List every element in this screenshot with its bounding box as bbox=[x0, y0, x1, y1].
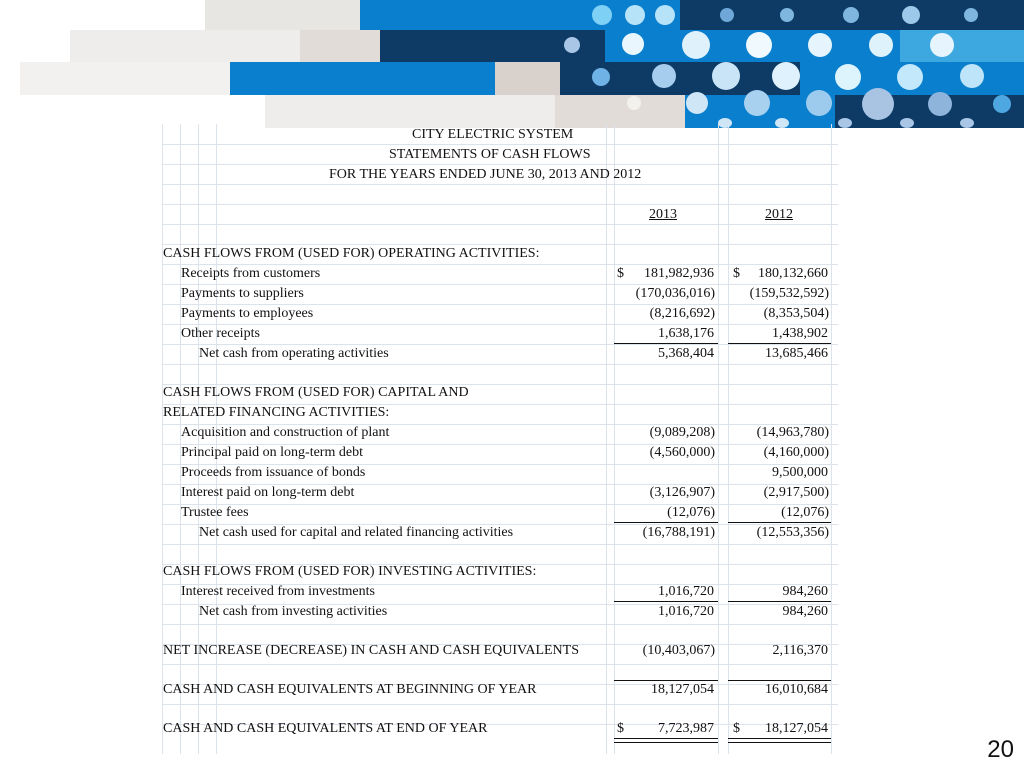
row-label: Interest paid on long-term debt bbox=[181, 485, 355, 500]
statement-title-line: STATEMENTS OF CASH FLOWS bbox=[389, 147, 591, 162]
row-label: Principal paid on long-term debt bbox=[181, 445, 363, 460]
banner-dot bbox=[780, 8, 794, 22]
value-2013: (4,560,000) bbox=[649, 445, 715, 460]
gridline bbox=[162, 704, 838, 705]
banner-dot bbox=[838, 118, 852, 128]
total-double-rule bbox=[614, 738, 718, 743]
currency-symbol: $ bbox=[733, 266, 740, 281]
value-2012: 16,010,684 bbox=[765, 682, 828, 697]
statement-title-line: FOR THE YEARS ENDED JUNE 30, 2013 AND 2012 bbox=[329, 167, 642, 182]
banner-dot bbox=[746, 32, 772, 58]
banner-dot bbox=[682, 31, 710, 59]
value-2012: 18,127,054 bbox=[765, 721, 828, 736]
banner-dot bbox=[806, 90, 832, 116]
row-label: Payments to employees bbox=[181, 306, 314, 321]
banner-dot bbox=[964, 8, 978, 22]
gridline bbox=[162, 184, 838, 185]
banner-dot bbox=[720, 8, 734, 22]
gridline bbox=[162, 324, 838, 325]
subtotal-rule bbox=[614, 522, 718, 523]
value-2013: (12,076) bbox=[667, 505, 715, 520]
subtotal-rule bbox=[614, 601, 718, 602]
value-2013: 18,127,054 bbox=[651, 682, 714, 697]
banner-band bbox=[20, 62, 230, 95]
value-2013: 7,723,987 bbox=[658, 721, 714, 736]
banner-dot bbox=[897, 64, 923, 90]
value-2013: (10,403,067) bbox=[642, 643, 715, 658]
banner-band bbox=[495, 62, 560, 95]
gridline bbox=[162, 244, 838, 245]
section-heading: CASH FLOWS FROM (USED FOR) OPERATING ACTIVITIES: bbox=[163, 246, 540, 261]
banner-dot bbox=[627, 96, 641, 110]
banner-dot bbox=[843, 7, 859, 23]
subtotal-rule bbox=[728, 601, 831, 602]
value-2012: (12,553,356) bbox=[756, 525, 829, 540]
banner-dot bbox=[712, 62, 740, 90]
banner-dot bbox=[835, 64, 861, 90]
gridline bbox=[162, 364, 838, 365]
banner-dot bbox=[993, 95, 1011, 113]
banner-dot bbox=[869, 33, 893, 57]
value-2012: (2,917,500) bbox=[763, 485, 829, 500]
value-2013: 1,016,720 bbox=[658, 584, 714, 599]
value-2012: (159,532,592) bbox=[749, 286, 829, 301]
banner-dot bbox=[930, 33, 954, 57]
gridline bbox=[162, 124, 163, 754]
row-label: NET INCREASE (DECREASE) IN CASH AND CASH EQUIVALENTS bbox=[163, 643, 579, 658]
value-2012: 1,438,902 bbox=[772, 326, 828, 341]
value-2013: (170,036,016) bbox=[635, 286, 715, 301]
gridline bbox=[162, 264, 838, 265]
value-2013: 5,368,404 bbox=[658, 346, 714, 361]
value-2012: 13,685,466 bbox=[765, 346, 828, 361]
gridline bbox=[162, 664, 838, 665]
banner-dot bbox=[564, 37, 580, 53]
value-2012: 180,132,660 bbox=[758, 266, 828, 281]
value-2012: (4,160,000) bbox=[763, 445, 829, 460]
gridline bbox=[162, 284, 838, 285]
banner-dot bbox=[900, 118, 914, 128]
gridline bbox=[162, 164, 838, 165]
cash-flow-statement bbox=[162, 124, 838, 754]
value-2013: 181,982,936 bbox=[644, 266, 714, 281]
currency-symbol: $ bbox=[617, 266, 624, 281]
row-label: CASH AND CASH EQUIVALENTS AT BEGINNING OF YEAR bbox=[163, 682, 537, 697]
total-double-rule bbox=[728, 738, 831, 743]
statement-title-line: CITY ELECTRIC SYSTEM bbox=[412, 127, 574, 142]
year-header-2012: 2012 bbox=[765, 207, 793, 222]
row-label: Other receipts bbox=[181, 326, 260, 341]
gridline bbox=[162, 624, 838, 625]
gridline bbox=[162, 144, 838, 145]
banner-band bbox=[300, 30, 380, 62]
value-2013: (16,788,191) bbox=[642, 525, 715, 540]
gridline bbox=[162, 204, 838, 205]
row-label: Payments to suppliers bbox=[181, 286, 304, 301]
gridline bbox=[162, 224, 838, 225]
value-2013: (9,089,208) bbox=[649, 425, 715, 440]
row-label: Net cash from operating activities bbox=[199, 346, 389, 361]
banner-band bbox=[205, 0, 360, 30]
gridline bbox=[831, 124, 832, 754]
value-2012: 984,260 bbox=[782, 584, 828, 599]
section-heading: CASH FLOWS FROM (USED FOR) CAPITAL AND bbox=[163, 385, 469, 400]
section-heading: CASH FLOWS FROM (USED FOR) INVESTING ACTIVITIES: bbox=[163, 564, 537, 579]
banner-dot bbox=[808, 33, 832, 57]
row-label: Proceeds from issuance of bonds bbox=[181, 465, 366, 480]
banner-dot bbox=[592, 68, 610, 86]
currency-symbol: $ bbox=[617, 721, 624, 736]
value-2012: (12,076) bbox=[781, 505, 829, 520]
value-2012: (14,963,780) bbox=[756, 425, 829, 440]
subtotal-rule bbox=[614, 680, 718, 681]
banner-dot bbox=[928, 92, 952, 116]
gridline bbox=[162, 344, 838, 345]
banner-dot bbox=[902, 6, 920, 24]
banner-band bbox=[900, 30, 1024, 62]
row-label: Interest received from investments bbox=[181, 584, 375, 599]
gridline bbox=[718, 124, 719, 754]
banner-dot bbox=[592, 5, 612, 25]
banner-dot bbox=[744, 90, 770, 116]
currency-symbol: $ bbox=[733, 721, 740, 736]
row-label: Net cash used for capital and related financing activities bbox=[199, 525, 514, 540]
banner-dot bbox=[772, 62, 800, 90]
banner-dot bbox=[862, 88, 894, 120]
gridline bbox=[162, 304, 838, 305]
value-2013: 1,638,176 bbox=[658, 326, 714, 341]
banner-dot bbox=[960, 64, 984, 88]
section-heading: RELATED FINANCING ACTIVITIES: bbox=[163, 405, 390, 420]
banner-dot bbox=[686, 92, 708, 114]
subtotal-rule bbox=[728, 343, 831, 344]
gridline bbox=[162, 544, 838, 545]
page-number: 20 bbox=[987, 736, 1014, 763]
value-2013: (3,126,907) bbox=[649, 485, 715, 500]
banner-band bbox=[230, 62, 495, 95]
subtotal-rule bbox=[728, 680, 831, 681]
value-2012: 984,260 bbox=[782, 604, 828, 619]
value-2012: (8,353,504) bbox=[763, 306, 829, 321]
decorative-banner bbox=[0, 0, 1024, 130]
row-label: Receipts from customers bbox=[181, 266, 321, 281]
row-label: CASH AND CASH EQUIVALENTS AT END OF YEAR bbox=[163, 721, 488, 736]
value-2013: 1,016,720 bbox=[658, 604, 714, 619]
banner-dot bbox=[622, 33, 644, 55]
row-label: Acquisition and construction of plant bbox=[181, 425, 390, 440]
banner-dot bbox=[960, 118, 974, 128]
row-label: Trustee fees bbox=[181, 505, 249, 520]
value-2013: (8,216,692) bbox=[649, 306, 715, 321]
row-label: Net cash from investing activities bbox=[199, 604, 388, 619]
banner-dot bbox=[655, 5, 675, 25]
banner-dot bbox=[652, 64, 676, 88]
subtotal-rule bbox=[614, 343, 718, 344]
value-2012: 9,500,000 bbox=[772, 465, 828, 480]
value-2012: 2,116,370 bbox=[772, 643, 828, 658]
year-header-2013: 2013 bbox=[649, 207, 677, 222]
banner-dot bbox=[625, 5, 645, 25]
gridline bbox=[606, 124, 607, 754]
subtotal-rule bbox=[728, 522, 831, 523]
